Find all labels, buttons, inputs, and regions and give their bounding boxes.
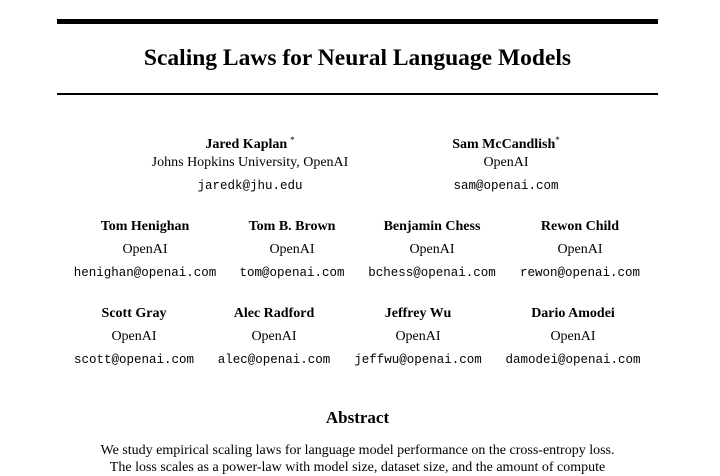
- author-name: Rewon Child: [540, 219, 620, 234]
- author-email: rewon@openai.com: [519, 266, 641, 280]
- footnote-marker: *: [555, 135, 560, 145]
- paper-title: Scaling Laws for Neural Language Models: [143, 45, 572, 71]
- author-block: [150, 131, 350, 195]
- top-rule: [57, 19, 658, 24]
- author-name: Jeffrey Wu: [384, 306, 452, 321]
- author-name: Jared Kaplan *: [205, 135, 295, 152]
- author-name: Sam McCandlish*: [452, 135, 560, 152]
- author-name: Tom Henighan: [100, 219, 190, 234]
- author-block: [480, 218, 680, 282]
- author-block: [406, 131, 606, 195]
- author-affiliation: OpenAI: [483, 155, 529, 170]
- abstract-text: [100, 442, 615, 476]
- abstract-line: The loss scales as a power-law with model size, dataset size, and the amount of compute: [109, 460, 606, 475]
- author-email: damodei@openai.com: [505, 353, 641, 367]
- author-name: Dario Amodei: [531, 306, 615, 321]
- author-affiliation: OpenAI: [409, 242, 455, 257]
- author-email: henighan@openai.com: [73, 266, 217, 280]
- author-affiliation: OpenAI: [550, 329, 596, 344]
- author-affiliation: OpenAI: [251, 329, 297, 344]
- author-affiliation: Johns Hopkins University, OpenAI: [151, 155, 349, 170]
- footnote-marker: *: [290, 135, 295, 145]
- author-email: bchess@openai.com: [368, 266, 496, 280]
- author-name: Scott Gray: [101, 306, 167, 321]
- author-name: Tom B. Brown: [248, 219, 336, 234]
- author-affiliation: OpenAI: [111, 329, 157, 344]
- author-block: [473, 305, 673, 369]
- author-email: jeffwu@openai.com: [354, 353, 482, 367]
- author-name: Benjamin Chess: [383, 219, 481, 234]
- abstract-heading: Abstract: [325, 408, 390, 427]
- author-email: tom@openai.com: [239, 266, 345, 280]
- author-affiliation: OpenAI: [122, 242, 168, 257]
- author-email: sam@openai.com: [453, 179, 559, 193]
- title-bottom-rule: [57, 93, 658, 95]
- author-name: Alec Radford: [233, 306, 315, 321]
- author-email: alec@openai.com: [217, 353, 331, 367]
- abstract-line: We study empirical scaling laws for language model performance on the cross-entropy loss.: [100, 443, 615, 458]
- author-affiliation: OpenAI: [395, 329, 441, 344]
- author-email: scott@openai.com: [73, 353, 195, 367]
- author-affiliation: OpenAI: [269, 242, 315, 257]
- author-email: jaredk@jhu.edu: [197, 179, 303, 193]
- author-affiliation: OpenAI: [557, 242, 603, 257]
